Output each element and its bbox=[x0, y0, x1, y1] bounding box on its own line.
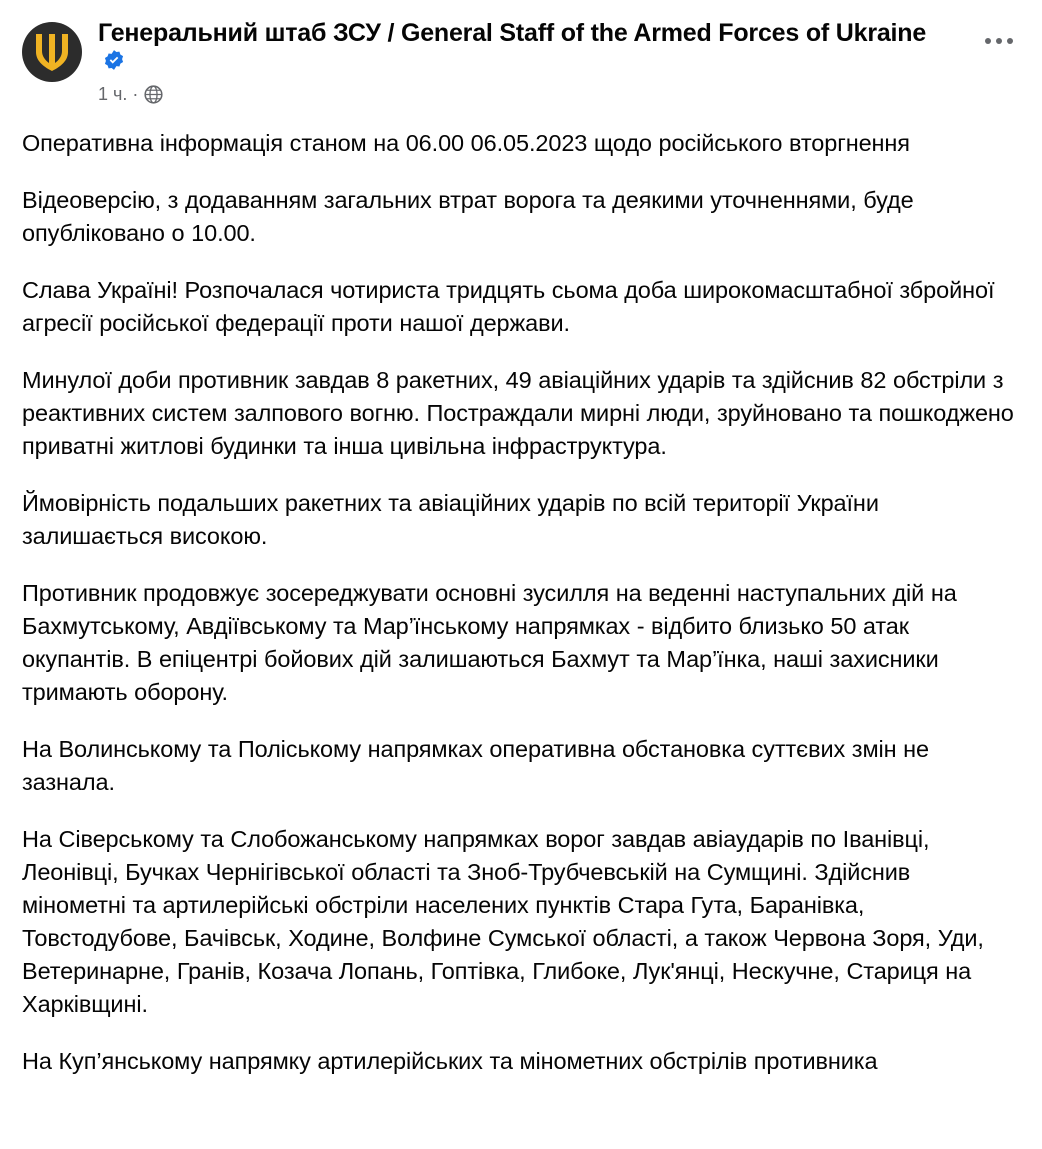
post-paragraph: Оперативна інформація станом на 06.00 06.05.2023 щодо російського вторгнення bbox=[22, 130, 910, 156]
ellipsis-dot bbox=[985, 38, 991, 44]
ellipsis-dot bbox=[996, 38, 1002, 44]
post-paragraph: Противник продовжує зосереджувати основні зусилля на веденні наступальних дій на Бахмутському, Авдіївському та Мар’їнському напрямках - відбито близько 50 атак окупантів. В епіцентрі бойових дій залишаються Бахмут та Мар’їнка, наші захисники тримають оборону. bbox=[22, 580, 957, 705]
post-paragraph: На Куп’янському напрямку артилерійських та мінометних обстрілів противника bbox=[22, 1048, 878, 1074]
post-timestamp[interactable]: 1 ч. bbox=[98, 84, 128, 104]
trident-emblem-icon bbox=[32, 30, 72, 74]
globe-icon[interactable] bbox=[144, 85, 163, 104]
post-text-body bbox=[22, 127, 1020, 1088]
ellipsis-dot bbox=[1007, 38, 1013, 44]
post-paragraph: Минулої доби противник завдав 8 ракетних, 49 авіаційних ударів та здійснив 82 обстріли з реактивних систем залпового вогню. Постраждали мирні люди, зруйновано та пошкоджено приватні житлові будинки та інша цивільна інфраструктура. bbox=[22, 367, 1014, 459]
post-paragraph: Відеоверсію, з додаванням загальних втрат ворога та деякими уточненнями, буде опубліковано о 10.00. bbox=[22, 187, 914, 246]
post-author-block bbox=[98, 18, 1020, 105]
meta-separator: · bbox=[132, 84, 139, 104]
avatar[interactable] bbox=[22, 22, 82, 82]
post-paragraph: На Волинському та Поліському напрямках оперативна обстановка суттєвих змін не зазнала. bbox=[22, 736, 929, 795]
post-paragraph: На Сіверському та Слобожанському напрямках ворог завдав авіаударів по Іванівці, Леонівці, Бучках Чернігівської області та Зноб-Трубчевській на Сумщині. Здійснив мінометні та артилерійські обстріли населених пунктів Стара Гута, Баранівка, Товстодубове, Бачівськ, Ходине, Волфине Сумської області, а також Червона Зоря, Уди, Ветеринарне, Гранів, Козача Лопань, Гоптівка, Глибоке, Лук'янці, Нескучне, Стариця на Харківщині. bbox=[22, 826, 984, 1017]
post-paragraph: Слава Україні! Розпочалася чотириста тридцять сьома доба широкомасштабної збройної агресії російської федерації проти нашої держави. bbox=[22, 277, 995, 336]
verified-badge-icon bbox=[103, 49, 125, 76]
post-options-button[interactable] bbox=[978, 26, 1020, 56]
page-name[interactable]: Генеральний штаб ЗСУ / General Staff of the Armed Forces of Ukraine bbox=[98, 19, 927, 47]
post-meta bbox=[98, 83, 950, 105]
post-header bbox=[22, 18, 1020, 105]
post-paragraph: Ймовірність подальших ракетних та авіаційних ударів по всій території України залишається високою. bbox=[22, 490, 879, 549]
